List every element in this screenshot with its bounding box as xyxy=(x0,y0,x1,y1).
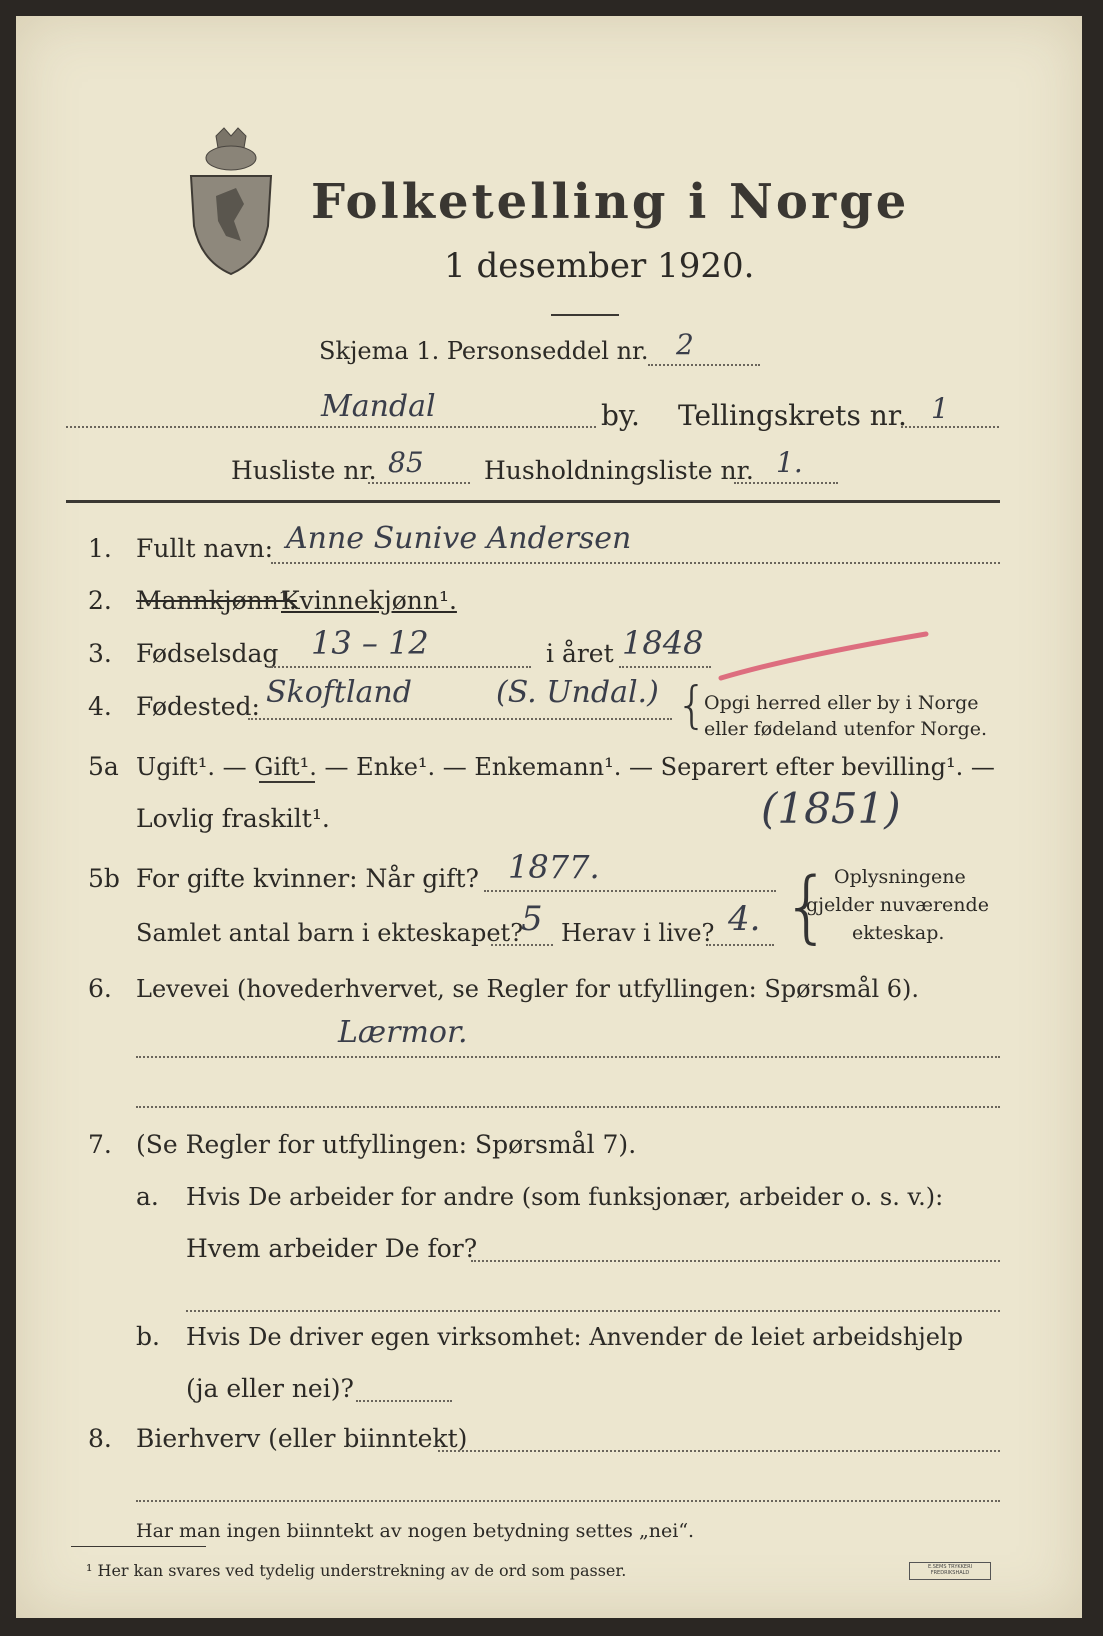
header-rule xyxy=(66,500,1000,503)
q3-number: 3. xyxy=(88,639,112,668)
q4-birthplace: Skoftland xyxy=(266,675,412,710)
q4-birthplace-parish: (S. Undal.) xyxy=(496,675,659,710)
q5a-annotation: (1851) xyxy=(761,784,901,833)
skjema-number: 2 xyxy=(676,328,694,361)
krets-label: Tellingskrets nr. xyxy=(678,399,907,432)
q7-label: (Se Regler for utfyllingen: Spørsmål 7). xyxy=(136,1130,637,1159)
q7b-text: Hvis De driver egen virksomhet: Anvender de leiet arbeidshjelp xyxy=(186,1323,963,1351)
q3-birth-year: 1848 xyxy=(622,624,704,662)
husholdning-number: 1. xyxy=(776,446,803,479)
q8-field-line1 xyxy=(438,1450,1000,1452)
census-form-page xyxy=(16,16,1082,1618)
q3-birthdate: 13 – 12 xyxy=(311,624,429,662)
q5b-note-line1: Oplysningene xyxy=(834,866,966,888)
husliste-field-line xyxy=(368,482,470,484)
q5b-note-line3: ekteskap. xyxy=(852,922,945,944)
q7a-field-line2 xyxy=(186,1310,1000,1312)
q3-year-line xyxy=(619,666,711,668)
q7b-letter: b. xyxy=(136,1322,160,1351)
q1-full-name: Anne Sunive Andersen xyxy=(286,521,632,556)
husliste-label: Husliste nr. xyxy=(231,456,377,485)
skjema-field-line xyxy=(648,364,760,366)
q5a-gift-underline xyxy=(259,781,315,783)
q5b-number: 5b xyxy=(88,864,120,893)
q7-number: 7. xyxy=(88,1130,112,1159)
q5a-options: Ugift¹. — Gift¹. — Enke¹. — Enkemann¹. — Separert efter bevilling¹. — xyxy=(136,753,995,781)
q7b-field-line xyxy=(356,1400,452,1402)
q2-female-option: Kvinnekjønn¹. xyxy=(281,586,457,615)
printer-mark xyxy=(909,1562,991,1580)
q6-label: Levevei (hovederhvervet, se Regler for utfyllingen: Spørsmål 6). xyxy=(136,975,920,1003)
husholdning-label: Husholdningsliste nr. xyxy=(484,456,754,485)
q6-field-line1 xyxy=(136,1056,1000,1058)
q5b-note-line2: gjelder nuværende xyxy=(806,894,989,916)
q4-number: 4. xyxy=(88,692,112,721)
q1-number: 1. xyxy=(88,534,112,563)
form-title: Folketelling i Norge xyxy=(311,174,910,230)
q5b-children-label: Samlet antal barn i ekteskapet? xyxy=(136,919,524,947)
q3-field-line xyxy=(271,666,531,668)
footnote-divider xyxy=(71,1546,206,1547)
q7a-letter: a. xyxy=(136,1182,159,1211)
q5b-alive-count: 4. xyxy=(728,899,761,939)
q5b-children-line xyxy=(491,944,553,946)
census-date: 1 desember 1920. xyxy=(444,246,755,286)
q5b-alive-line xyxy=(706,944,774,946)
footnote: ¹ Her kan svares ved tydelig understrekning av de ord som passer. xyxy=(86,1561,627,1580)
q4-label: Fødested: xyxy=(136,692,260,721)
title-divider xyxy=(551,314,619,316)
town-field-line xyxy=(66,426,596,428)
q7a-text2: Hvem arbeider De for? xyxy=(186,1234,478,1263)
q5a-options-line2: Lovlig fraskilt¹. xyxy=(136,804,330,833)
skjema-label: Skjema 1. Personseddel nr. xyxy=(319,337,649,365)
q6-occupation: Lærmor. xyxy=(338,1015,468,1050)
q6-field-line2 xyxy=(136,1106,1000,1108)
q5b-brace: { xyxy=(782,862,832,952)
q5a-number: 5a xyxy=(88,752,119,781)
krets-field-line xyxy=(901,426,999,428)
q7a-text: Hvis De arbeider for andre (som funksjonær, arbeider o. s. v.): xyxy=(186,1183,944,1211)
q3-year-label: i året xyxy=(546,639,614,668)
coat-of-arms-emblem xyxy=(186,126,276,276)
husholdning-field-line xyxy=(734,482,838,484)
by-label: by. xyxy=(601,399,640,432)
q7a-field-line1 xyxy=(471,1260,1000,1262)
q8-number: 8. xyxy=(88,1424,112,1453)
q7b-text2: (ja eller nei)? xyxy=(186,1374,354,1403)
q5b-alive-label: Herav i live? xyxy=(561,919,715,947)
q1-label: Fullt navn: xyxy=(136,534,274,563)
q8-label: Bierhverv (eller biinntekt) xyxy=(136,1424,468,1453)
printer-mark-text: E.SEMS TRYKKERI FREDRIKSHALD xyxy=(927,1564,973,1576)
q4-note-line1: Opgi herred eller by i Norge xyxy=(704,692,979,714)
q8-field-line2 xyxy=(136,1500,1000,1502)
town-value: Mandal xyxy=(321,389,436,424)
q4-brace: { xyxy=(676,676,708,734)
q5b-married-year: 1877. xyxy=(508,848,600,886)
husliste-number: 85 xyxy=(388,446,424,479)
q2-number: 2. xyxy=(88,586,112,615)
q6-number: 6. xyxy=(88,974,112,1003)
red-pencil-mark xyxy=(716,616,946,686)
biinntekt-note: Har man ingen biinntekt av nogen betydning settes „nei“. xyxy=(136,1520,695,1542)
krets-number: 1 xyxy=(931,392,949,425)
q5b-married-line xyxy=(484,890,776,892)
q3-label: Fødselsdag xyxy=(136,639,279,668)
q5b-children-count: 5 xyxy=(521,899,543,939)
q4-field-line xyxy=(248,718,672,720)
q4-note-line2: eller fødeland utenfor Norge. xyxy=(704,718,988,740)
q1-field-line xyxy=(271,562,1000,564)
q5b-married-label: For gifte kvinner: Når gift? xyxy=(136,864,479,893)
q2-male-option: Mannkjønn¹. xyxy=(136,586,297,615)
